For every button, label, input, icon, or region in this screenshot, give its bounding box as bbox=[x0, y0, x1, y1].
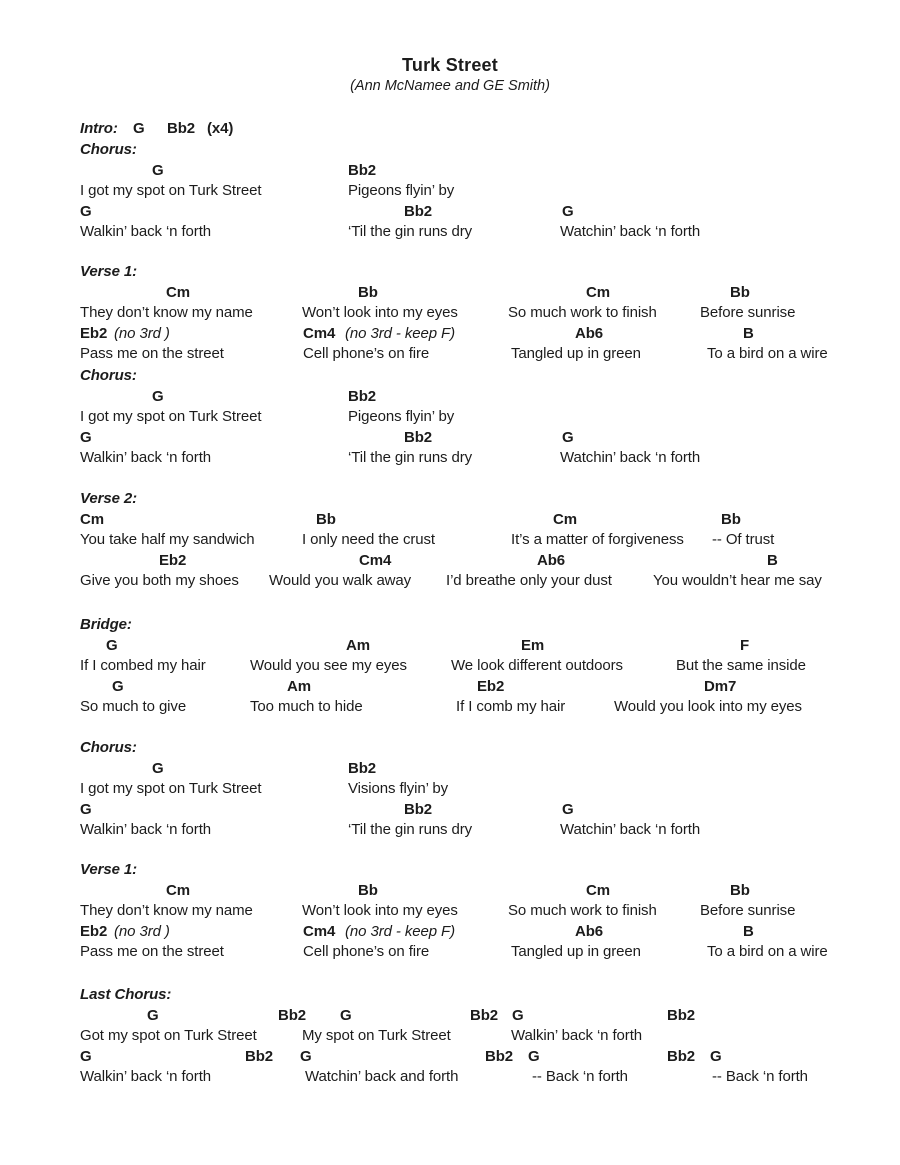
chord: Eb2 bbox=[80, 325, 108, 342]
chord: G bbox=[147, 1007, 159, 1024]
chord: G bbox=[512, 1007, 524, 1024]
lyric-segment: Watchin’ back and forth bbox=[305, 1068, 459, 1085]
chord: B bbox=[743, 923, 754, 940]
chord: G bbox=[80, 801, 92, 818]
chord: G bbox=[152, 388, 164, 405]
section-label: Verse 1: bbox=[80, 263, 138, 280]
chord: Bb2 bbox=[667, 1007, 696, 1024]
chord: Bb2 bbox=[404, 429, 433, 446]
lyric-segment: ‘Til the gin runs dry bbox=[348, 223, 473, 240]
chord: Am bbox=[287, 678, 311, 695]
lyric-segment: You take half my sandwich bbox=[80, 531, 255, 548]
chord: Bb2 bbox=[348, 760, 377, 777]
chord: Cm4 bbox=[303, 325, 336, 342]
lyric-segment: I got my spot on Turk Street bbox=[80, 408, 262, 425]
lyric-segment: Cell phone’s on fire bbox=[303, 943, 430, 960]
lyric-segment: Give you both my shoes bbox=[80, 572, 239, 589]
lyric-segment: It’s a matter of forgiveness bbox=[511, 531, 684, 548]
song-title: Turk Street bbox=[402, 55, 498, 75]
chord: Bb2 bbox=[278, 1007, 307, 1024]
lyric-segment: Walkin’ back ‘n forth bbox=[511, 1027, 643, 1044]
chord: F bbox=[740, 637, 750, 654]
lyric-segment: Walkin’ back ‘n forth bbox=[80, 449, 212, 466]
lyric-segment: My spot on Turk Street bbox=[302, 1027, 451, 1044]
chord: G bbox=[562, 429, 574, 446]
lyric-segment: Walkin’ back ‘n forth bbox=[80, 821, 212, 838]
lyric-segment: Walkin’ back ‘n forth bbox=[80, 1068, 212, 1085]
chord-annotation: (no 3rd ) bbox=[114, 923, 170, 940]
chord: Bb2 bbox=[485, 1048, 514, 1065]
section-label: Verse 1: bbox=[80, 861, 138, 878]
lyric-segment: ‘Til the gin runs dry bbox=[348, 449, 473, 466]
chord: G bbox=[80, 429, 92, 446]
lyric-segment: Visions flyin’ by bbox=[348, 780, 449, 797]
chord: Bb2 bbox=[470, 1007, 499, 1024]
lyric-segment: Too much to hide bbox=[250, 698, 363, 715]
chord: Dm7 bbox=[704, 678, 737, 695]
lyric-segment: So much work to finish bbox=[508, 304, 657, 321]
chord: Bb bbox=[358, 882, 378, 899]
chord: Em bbox=[521, 637, 545, 654]
lyric-segment: -- Back ‘n forth bbox=[532, 1068, 628, 1085]
chord: G bbox=[80, 1048, 92, 1065]
section-label: Intro: bbox=[80, 120, 118, 137]
lyric-segment: I got my spot on Turk Street bbox=[80, 182, 262, 199]
chord: Bb2 bbox=[404, 203, 433, 220]
chord: G bbox=[300, 1048, 312, 1065]
chord-annotation: (no 3rd ) bbox=[114, 325, 170, 342]
lyric-segment: -- Of trust bbox=[712, 531, 775, 548]
chord-annotation: (no 3rd - keep F) bbox=[345, 325, 456, 342]
section-label: Chorus: bbox=[80, 141, 137, 158]
section-label: Verse 2: bbox=[80, 490, 138, 507]
lyric-segment: Pass me on the street bbox=[80, 345, 224, 362]
chord: Ab6 bbox=[575, 325, 604, 342]
lyric-segment: To a bird on a wire bbox=[707, 943, 828, 960]
chord: G bbox=[112, 678, 124, 695]
section-label: Last Chorus: bbox=[80, 986, 172, 1003]
lyric-segment: Before sunrise bbox=[700, 304, 796, 321]
chord: G bbox=[562, 203, 574, 220]
lyric-segment: Would you look into my eyes bbox=[614, 698, 802, 715]
chord: Cm4 bbox=[359, 552, 392, 569]
chord: Bb bbox=[721, 511, 741, 528]
chord: Cm4 bbox=[303, 923, 336, 940]
chord: Bb2 bbox=[245, 1048, 274, 1065]
chord: Ab6 bbox=[575, 923, 604, 940]
chord: Cm bbox=[80, 511, 104, 528]
lyric-segment: But the same inside bbox=[676, 657, 806, 674]
lyric-segment: Walkin’ back ‘n forth bbox=[80, 223, 212, 240]
lyric-segment: Would you walk away bbox=[269, 572, 412, 589]
chord: Bb2 bbox=[667, 1048, 696, 1065]
lyric-segment: They don’t know my name bbox=[80, 304, 253, 321]
chord: (x4) bbox=[207, 120, 234, 137]
chord: Bb2 bbox=[167, 120, 196, 137]
chord: Bb bbox=[316, 511, 336, 528]
chord: Eb2 bbox=[159, 552, 187, 569]
lyric-segment: We look different outdoors bbox=[451, 657, 623, 674]
chord: Am bbox=[346, 637, 370, 654]
chord: G bbox=[80, 203, 92, 220]
chord: B bbox=[767, 552, 778, 569]
chord: Bb bbox=[730, 882, 750, 899]
lyric-segment: If I combed my hair bbox=[80, 657, 206, 674]
section-label: Chorus: bbox=[80, 367, 137, 384]
lyric-segment: -- Back ‘n forth bbox=[712, 1068, 808, 1085]
lyric-segment: I only need the crust bbox=[302, 531, 435, 548]
lyric-segment: Pigeons flyin’ by bbox=[348, 408, 455, 425]
lyric-segment: You wouldn’t hear me say bbox=[653, 572, 822, 589]
chord: B bbox=[743, 325, 754, 342]
chord: Bb2 bbox=[348, 162, 377, 179]
chord: G bbox=[152, 760, 164, 777]
lyric-segment: So much to give bbox=[80, 698, 187, 715]
lyric-segment: I got my spot on Turk Street bbox=[80, 780, 262, 797]
chord-annotation: (no 3rd - keep F) bbox=[345, 923, 456, 940]
lyric-segment: I’d breathe only your dust bbox=[446, 572, 612, 589]
chord: Eb2 bbox=[80, 923, 108, 940]
lyric-segment: Would you see my eyes bbox=[250, 657, 407, 674]
section-label: Chorus: bbox=[80, 739, 137, 756]
chord: Bb2 bbox=[348, 388, 377, 405]
chord: G bbox=[562, 801, 574, 818]
lyric-segment: To a bird on a wire bbox=[707, 345, 828, 362]
lyric-segment: Tangled up in green bbox=[511, 345, 641, 362]
song-credits: (Ann McNamee and GE Smith) bbox=[350, 78, 550, 94]
chord: G bbox=[710, 1048, 722, 1065]
lyric-segment: Pigeons flyin’ by bbox=[348, 182, 455, 199]
lyric-segment: Cell phone’s on fire bbox=[303, 345, 430, 362]
lyric-segment: They don’t know my name bbox=[80, 902, 253, 919]
chord: Bb bbox=[358, 284, 378, 301]
chord: G bbox=[340, 1007, 352, 1024]
lyric-segment: If I comb my hair bbox=[456, 698, 566, 715]
chord: Cm bbox=[553, 511, 577, 528]
section-label: Bridge: bbox=[80, 616, 132, 633]
lyric-segment: Won’t look into my eyes bbox=[302, 902, 458, 919]
lyric-segment: Before sunrise bbox=[700, 902, 796, 919]
chord: G bbox=[133, 120, 145, 137]
lyric-segment: Tangled up in green bbox=[511, 943, 641, 960]
chord: Cm bbox=[586, 284, 610, 301]
lyric-segment: Pass me on the street bbox=[80, 943, 224, 960]
chord: Ab6 bbox=[537, 552, 566, 569]
chord: Cm bbox=[166, 882, 190, 899]
lyric-segment: So much work to finish bbox=[508, 902, 657, 919]
lyric-segment: Watchin’ back ‘n forth bbox=[560, 449, 701, 466]
lyric-segment: ‘Til the gin runs dry bbox=[348, 821, 473, 838]
lyric-segment: Watchin’ back ‘n forth bbox=[560, 821, 701, 838]
chord: Cm bbox=[166, 284, 190, 301]
lyric-segment: Watchin’ back ‘n forth bbox=[560, 223, 701, 240]
chord: G bbox=[106, 637, 118, 654]
lyric-segment: Got my spot on Turk Street bbox=[80, 1027, 257, 1044]
chord: G bbox=[152, 162, 164, 179]
chord: Eb2 bbox=[477, 678, 505, 695]
chord: Cm bbox=[586, 882, 610, 899]
chord: Bb2 bbox=[404, 801, 433, 818]
chord: Bb bbox=[730, 284, 750, 301]
chord: G bbox=[528, 1048, 540, 1065]
lyric-segment: Won’t look into my eyes bbox=[302, 304, 458, 321]
